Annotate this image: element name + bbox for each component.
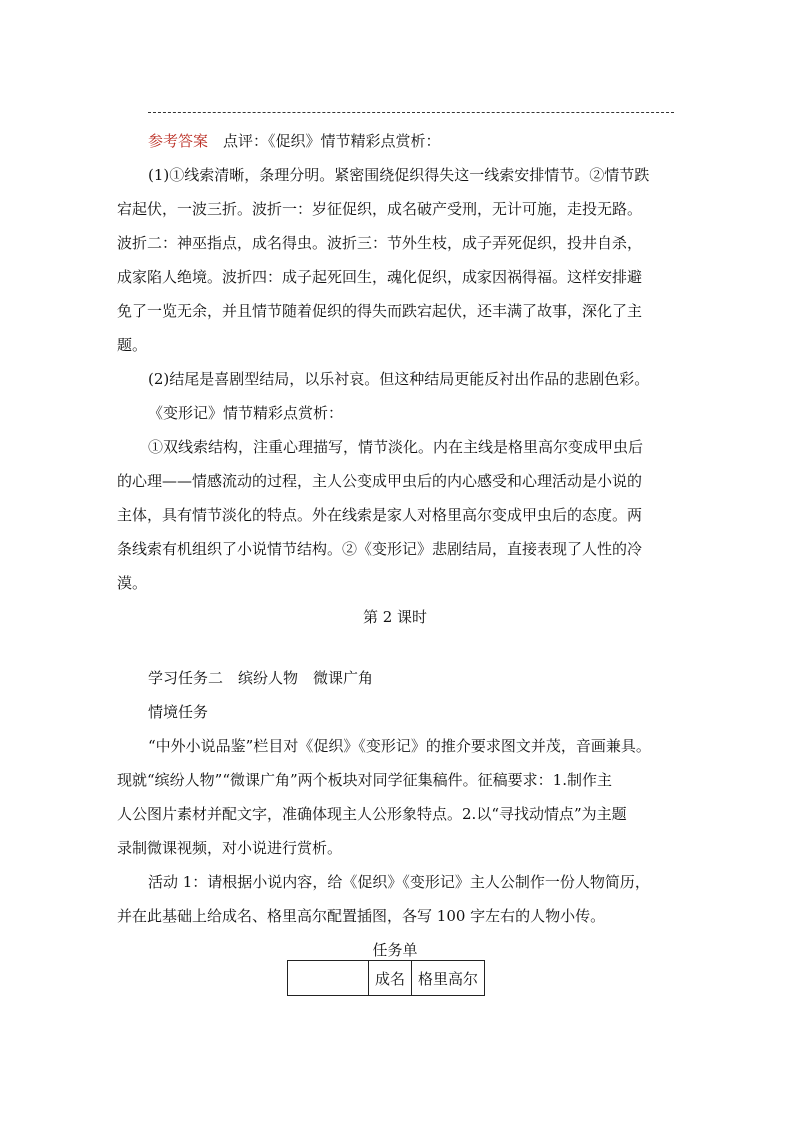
paragraph-line: 宕起伏，一波三折。波折一：岁征促织，成名破产受刑，无计可施，走投无路。 bbox=[117, 200, 643, 218]
paragraph-line: 的心理——情感流动的过程，主人公变成甲虫后的内心感受和心理活动是小说的 bbox=[117, 472, 643, 490]
paragraph-line: 题。 bbox=[117, 336, 148, 354]
paragraph-line: (1)①线索清晰，条理分明。紧密围绕促织得失这一线索安排情节。②情节跌 bbox=[148, 166, 650, 184]
paragraph-line: 并在此基础上给成名、格里高尔配置插图，各写 100 字左右的人物小传。 bbox=[117, 907, 606, 925]
context-label: 情境任务 bbox=[148, 703, 209, 721]
paragraph-line: 主体，具有情节淡化的特点。外在线索是家人对格里高尔变成甲虫后的态度。两 bbox=[117, 506, 643, 524]
paragraph-line: 人公图片素材并配文字，准确体现主人公形象特点。2.以“寻找动情点”为主题 bbox=[117, 805, 627, 823]
answer-heading: 点评：《促织》情节精彩点赏析： bbox=[223, 132, 441, 150]
paragraph-line: (2)结尾是喜剧型结局，以乐衬哀。但这种结局更能反衬出作品的悲剧色彩。 bbox=[148, 370, 650, 388]
paragraph-line: 成家陷人绝境。波折四：成子起死回生，魂化促织，成家因祸得福。这样安排避 bbox=[117, 268, 643, 286]
lesson-title: 第 2 课时 bbox=[362, 608, 428, 626]
section-heading: 《变形记》情节精彩点赏析： bbox=[148, 404, 344, 422]
paragraph-line: 免了一览无余，并且情节随着促织的得失而跌宕起伏，还丰满了故事，深化了主 bbox=[117, 302, 643, 320]
document-body bbox=[117, 124, 673, 967]
table-cell-empty bbox=[288, 961, 369, 996]
answer-label: 参考答案 bbox=[148, 132, 209, 150]
task-title: 学习任务二 缤纷人物 微课广角 bbox=[148, 669, 374, 687]
paragraph-line: 漠。 bbox=[117, 574, 148, 592]
paragraph-line: “中外小说品鉴”栏目对《促织》《变形记》的推介要求图文并茂，音画兼具。 bbox=[148, 737, 651, 755]
table-title: 任务单 bbox=[372, 941, 418, 959]
paragraph-line: 现就“缤纷人物”“微课广角”两个板块对同学征集稿件。征稿要求：1.制作主 bbox=[117, 771, 612, 789]
paragraph-line: ①双线索结构，注重心理描写，情节淡化。内在主线是格里高尔变成甲虫后 bbox=[148, 438, 644, 456]
table-header-gregor: 格里高尔 bbox=[412, 961, 485, 996]
paragraph-line: 录制微课视频，对小说进行赏析。 bbox=[117, 839, 343, 857]
answer-heading-line bbox=[117, 124, 673, 158]
paragraph-line: 活动 1：请根据小说内容，给《促织》《变形记》主人公制作一份人物简历， bbox=[148, 873, 650, 891]
task-table bbox=[287, 960, 485, 996]
table-row bbox=[288, 961, 485, 996]
table-header-chengming: 成名 bbox=[369, 961, 412, 996]
paragraph-line: 波折二：神巫指点，成名得虫。波折三：节外生枝，成子弄死促织，投井自杀， bbox=[117, 234, 643, 252]
paragraph-line: 条线索有机组织了小说情节结构。②《变形记》悲剧结局，直接表现了人性的冷 bbox=[117, 540, 643, 558]
header-divider bbox=[148, 112, 674, 113]
